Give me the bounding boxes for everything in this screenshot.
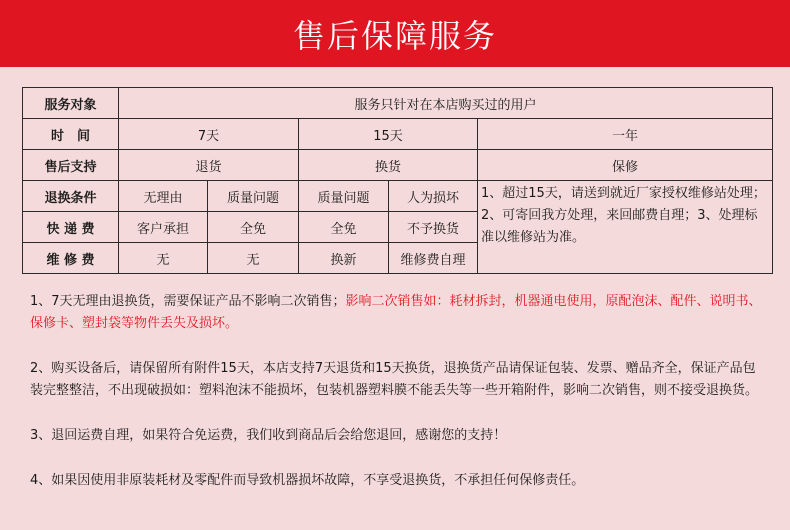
table-cell: 质量问题 xyxy=(208,181,299,212)
table-cell: 无理由 xyxy=(119,181,208,212)
service-table xyxy=(22,87,773,274)
header-banner xyxy=(0,0,790,67)
service-target-value: 服务只针对在本店购买过的用户 xyxy=(119,88,773,119)
table-row xyxy=(23,150,773,181)
table-cell: 换新 xyxy=(299,243,389,274)
table-cell: 维修费自理 xyxy=(389,243,478,274)
row-label-time: 时 间 xyxy=(23,119,119,150)
policy-notes xyxy=(30,291,765,515)
note-2: 2、购买设备后，请保留所有附件15天，本店支持7天退货和15天换货，退换货产品请保证包装、发票、赠品齐全，保证产品包装完整整洁，不出现破损如：塑料泡沫不能损坏，包装机器塑料膜不能丢失等一些开箱附件，影响二次销售，则不接受退换货。 xyxy=(30,361,759,398)
note-4: 4、如果因使用非原装耗材及零配件而导致机器损坏故障，不享受退换货，不承担任何保修责任。 xyxy=(30,473,585,488)
note-1 xyxy=(30,291,765,335)
table-cell: 人为损坏 xyxy=(389,181,478,212)
table-cell: 不予换货 xyxy=(389,212,478,243)
table-row xyxy=(23,119,773,150)
support-repair: 保修 xyxy=(478,150,773,181)
table-row xyxy=(23,88,773,119)
row-label-service-target: 服务对象 xyxy=(23,88,119,119)
repair-note: 1、超过15天，请送到就近厂家授权维修站处理；2、可寄回我方处理，来回邮费自理；3、处理标准以维修站为准。 xyxy=(478,181,773,274)
page-title: 售后保障服务 xyxy=(292,16,497,55)
table-cell: 全免 xyxy=(208,212,299,243)
table-cell: 全免 xyxy=(299,212,389,243)
table-cell: 质量问题 xyxy=(299,181,389,212)
table-cell: 无 xyxy=(208,243,299,274)
table-row xyxy=(23,181,773,212)
table-cell: 无 xyxy=(119,243,208,274)
support-return: 退货 xyxy=(119,150,299,181)
note-3: 3、退回运费自理，如果符合免运费，我们收到商品后会给您退回，感谢您的支持！ xyxy=(30,428,507,443)
row-label-conditions: 退换条件 xyxy=(23,181,119,212)
note-1-text: 1、7天无理由退换货，需要保证产品不影响二次销售； xyxy=(30,294,346,309)
time-exchange: 15天 xyxy=(299,119,478,150)
table-cell: 客户承担 xyxy=(119,212,208,243)
row-label-repair-fee: 维 修 费 xyxy=(23,243,119,274)
row-label-support: 售后支持 xyxy=(23,150,119,181)
time-repair: 一年 xyxy=(478,119,773,150)
support-exchange: 换货 xyxy=(299,150,478,181)
note-1-highlight: 影响二次销售如：耗材拆封，机器通电使用，原配泡沫、配件、说明书、保修卡、塑封袋等物件丢失及损坏。 xyxy=(30,294,762,331)
time-return: 7天 xyxy=(119,119,299,150)
row-label-shipping: 快 递 费 xyxy=(23,212,119,243)
